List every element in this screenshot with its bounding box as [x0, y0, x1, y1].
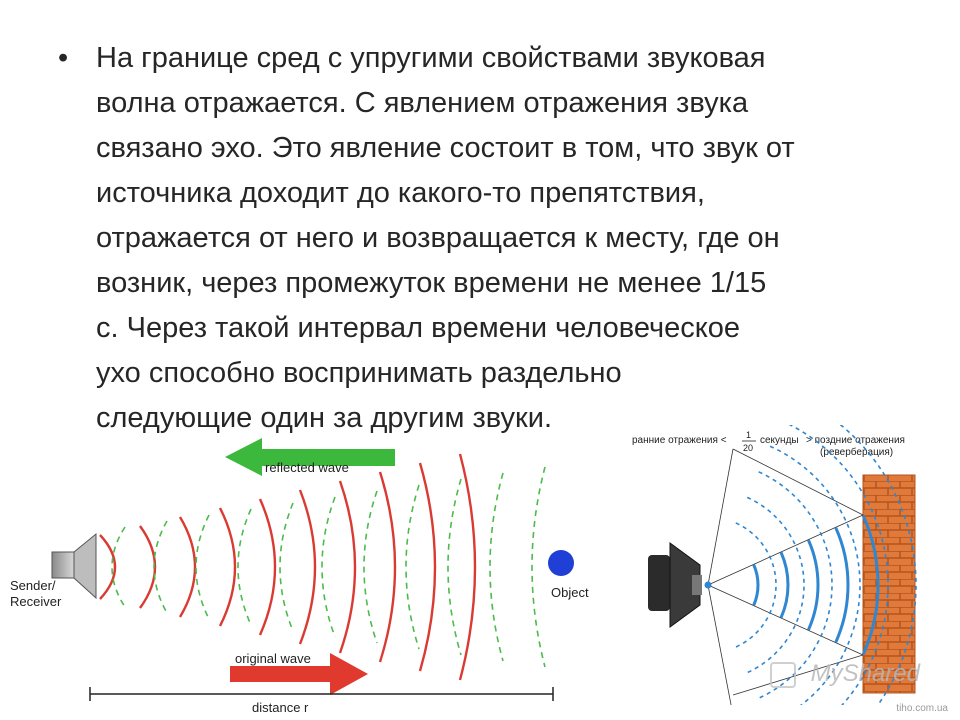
original-wavefront — [460, 454, 475, 680]
original-wave-label: original wave — [235, 651, 311, 666]
loudspeaker-icon — [648, 543, 712, 627]
reflected-wavefront — [448, 479, 461, 655]
reflected-wavefront — [364, 491, 377, 643]
original-wavefront — [220, 508, 235, 626]
original-wavefront — [420, 463, 435, 671]
reflected-wavefront — [532, 467, 545, 667]
reflected-wavefront — [238, 509, 251, 625]
text-line: следующие один за другим звуки. — [96, 402, 552, 434]
original-wavefront — [260, 499, 275, 635]
late-reflections-label: > поздние отражения — [806, 435, 905, 446]
reflected-wavefront — [280, 503, 293, 631]
original-wavefront — [340, 481, 355, 653]
early-reflections-label: ранние отражения < — [632, 435, 727, 446]
reflected-wavefront — [196, 515, 209, 619]
receiver-label: Receiver — [10, 594, 62, 609]
original-wavefront — [180, 517, 195, 617]
object-label: Object — [551, 585, 589, 600]
text-line: возник, через промежуток времени не менее 1/15 — [96, 267, 767, 299]
text-line: На границе сред с упругими свойствами звуковая — [96, 42, 766, 74]
text-line: отражается от него и возвращается к месту, где он — [96, 222, 780, 254]
watermark: MyShared — [810, 660, 920, 687]
distance-label: distance r — [252, 700, 309, 715]
reflected-wavefront — [747, 497, 804, 672]
source-label: tiho.com.ua — [896, 703, 948, 714]
watermark-logo-icon — [770, 662, 796, 688]
text-line: ухо способно воспринимать раздельно — [96, 357, 622, 389]
reverberation-label: (реверберация) — [820, 447, 894, 458]
original-wavefront — [380, 472, 395, 662]
sender-label: Sender/ — [10, 578, 56, 593]
reflected-wavefront — [490, 473, 503, 661]
text-line: волна отражается. С явлением отражения звука — [96, 87, 749, 119]
reflected-wavefront — [736, 523, 776, 647]
direct-wavefront — [754, 565, 758, 606]
speaker-icon — [52, 534, 96, 598]
original-wavefront — [100, 535, 115, 599]
bullet: • — [58, 42, 69, 74]
echo-diagram — [0, 430, 610, 720]
fraction-numerator: 1 — [746, 430, 752, 440]
original-wavefront — [300, 490, 315, 644]
fraction-denominator: 20 — [743, 443, 754, 453]
text-line: источника доходит до какого-то препятствия, — [96, 177, 705, 209]
text-line: связано эхо. Это явление состоит в том, что звук от — [96, 132, 795, 164]
original-wavefront — [140, 526, 155, 608]
distance-line — [90, 687, 553, 701]
text-line: с. Через такой интервал времени человеческое — [96, 312, 741, 344]
direct-wavefront — [836, 528, 848, 642]
paragraph — [96, 36, 916, 441]
direct-wavefront — [781, 552, 788, 617]
sound-waves — [100, 454, 545, 680]
reflected-wavefront — [322, 497, 335, 637]
direct-wavefront — [808, 540, 818, 630]
reflected-wave-label: reflected wave — [265, 460, 349, 475]
seconds-label: секунды — [760, 435, 799, 446]
object-circle — [548, 550, 574, 576]
reflected-wavefront — [406, 485, 419, 649]
